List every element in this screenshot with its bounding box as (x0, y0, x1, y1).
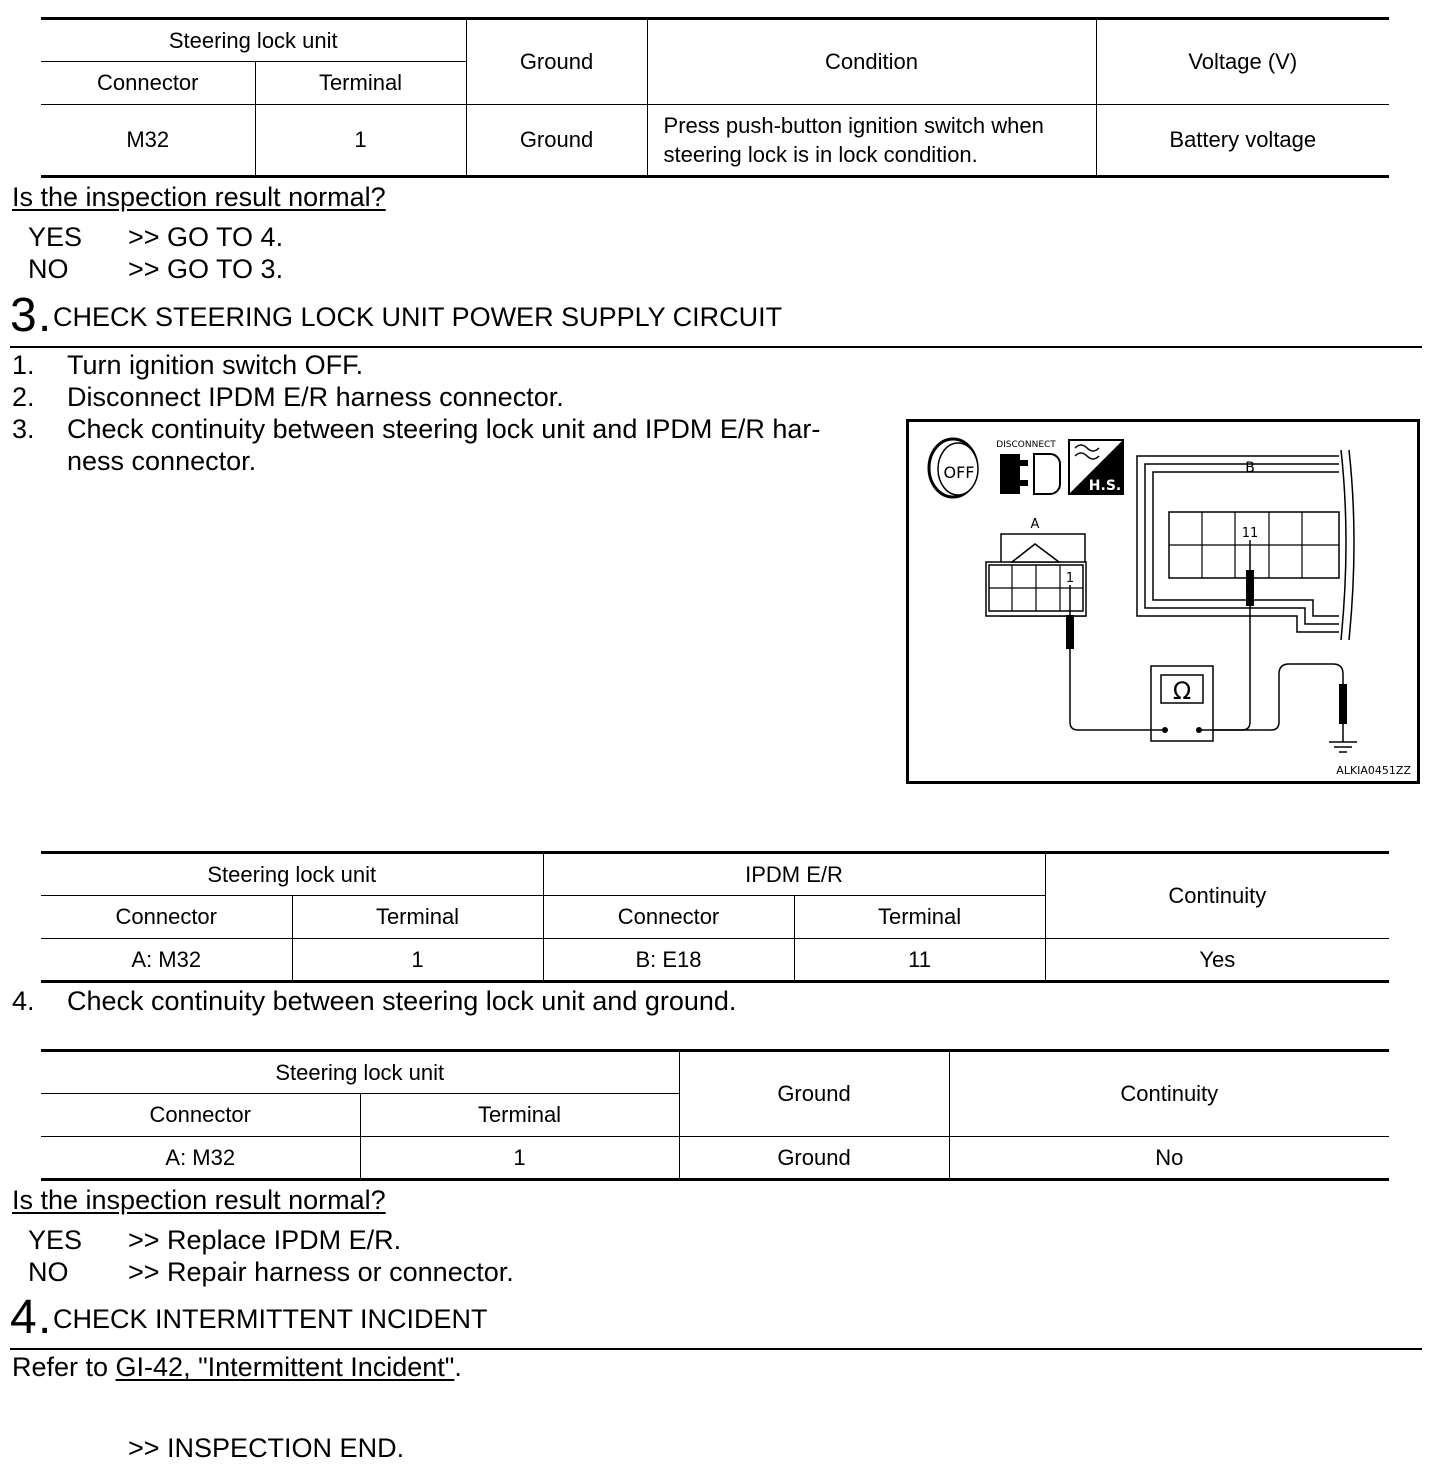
table1-header-voltage: Voltage (V) (1096, 19, 1389, 105)
table3-group-steering: Steering lock unit (41, 1051, 679, 1094)
ignition-off-icon (929, 439, 978, 497)
condition-line-2: steering lock is in lock condition. (663, 142, 978, 167)
answer-key: NO (28, 254, 69, 284)
answer-yes-2 (28, 1225, 628, 1257)
table2-group-steering: Steering lock unit (41, 853, 543, 896)
inspection-question-2: Is the inspection result normal? (12, 1185, 386, 1215)
table3-cell: Ground (679, 1137, 949, 1180)
answer-no-2 (28, 1257, 628, 1289)
step-number: 3 (10, 289, 37, 342)
gi-42-link[interactable]: GI-42, "Intermittent Incident" (115, 1352, 455, 1382)
inspection-end: >> INSPECTION END. (128, 1433, 405, 1463)
table3-header-continuity: Continuity (949, 1051, 1389, 1137)
answer-action: >> Replace IPDM E/R. (128, 1225, 402, 1255)
table1-header-terminal: Terminal (255, 62, 466, 105)
table1-group-header: Steering lock unit (41, 19, 466, 62)
table1-cell-voltage: Battery voltage (1096, 105, 1389, 177)
table3-cell: A: M32 (41, 1137, 360, 1180)
answer-key: YES (28, 1225, 83, 1255)
table3-header-ground: Ground (679, 1051, 949, 1137)
table3-header-terminal: Terminal (360, 1094, 679, 1137)
step-4-header: 4 . CHECK INTERMITTENT INCIDENT (10, 1300, 1422, 1350)
table2-header-terminal: Terminal (292, 896, 543, 939)
table2-header-connector: Connector (41, 896, 292, 939)
table2-cell: B: E18 (543, 939, 794, 982)
connector-b (1137, 450, 1354, 640)
connector-a (986, 517, 1086, 616)
svg-text:11: 11 (1241, 526, 1259, 541)
table2-cell: Yes (1045, 939, 1389, 982)
svg-text:A: A (1030, 517, 1040, 532)
table2-group-ipdm: IPDM E/R (543, 853, 1045, 896)
table1-cell-ground: Ground (466, 105, 647, 177)
answer-key: NO (28, 1257, 69, 1287)
table1-header-ground: Ground (466, 19, 647, 105)
condition-line-1: Press push-button ignition switch when (663, 113, 1044, 138)
svg-text:B: B (1245, 460, 1255, 476)
voltage-check-table (41, 17, 1389, 178)
table2-cell: A: M32 (41, 939, 292, 982)
table3-cell: No (949, 1137, 1389, 1180)
answer-link[interactable]: >> GO TO 4. (128, 222, 284, 252)
svg-text:1: 1 (1065, 571, 1075, 586)
table1-header-condition: Condition (647, 19, 1096, 105)
continuity-table-ground (41, 1049, 1389, 1181)
table2-header-connector: Connector (543, 896, 794, 939)
table1-header-connector: Connector (41, 62, 255, 105)
harness-sign-icon (1069, 440, 1123, 494)
table1-cell-connector: M32 (41, 105, 255, 177)
step-title: CHECK STEERING LOCK UNIT POWER SUPPLY CIRCUIT (53, 302, 783, 332)
table1-cell-terminal: 1 (255, 105, 466, 177)
table2-cell: 1 (292, 939, 543, 982)
step-title: CHECK INTERMITTENT INCIDENT (53, 1304, 488, 1334)
continuity-table-ipdm (41, 851, 1389, 983)
continuity-check-diagram (906, 419, 1420, 784)
answer-no-1 (28, 254, 428, 286)
svg-text:Ω: Ω (1172, 677, 1192, 705)
inspection-question-1: Is the inspection result normal? (12, 182, 386, 212)
table3-cell: 1 (360, 1137, 679, 1180)
disconnect-icon (996, 440, 1060, 494)
table1-cell-condition (647, 105, 1096, 177)
diagram-code: ALKIA0451ZZ (1336, 764, 1411, 777)
step-number: 4 (10, 1291, 37, 1344)
answer-key: YES (28, 222, 83, 252)
table2-cell: 11 (794, 939, 1045, 982)
table2-header-continuity: Continuity (1045, 853, 1389, 939)
svg-text:H.S.: H.S. (1088, 478, 1122, 494)
svg-text:DISCONNECT: DISCONNECT (996, 440, 1056, 450)
answer-yes-1 (28, 222, 428, 254)
table3-header-connector: Connector (41, 1094, 360, 1137)
table2-header-terminal: Terminal (794, 896, 1045, 939)
answer-link[interactable]: >> GO TO 3. (128, 254, 284, 284)
ground-symbol (1329, 742, 1357, 752)
refer-text: Refer to GI-42, "Intermittent Incident". (12, 1352, 462, 1382)
svg-text:OFF: OFF (943, 463, 975, 482)
step-3-header: 3 . CHECK STEERING LOCK UNIT POWER SUPPLY CIRCUIT (10, 298, 1422, 348)
answer-action: >> Repair harness or connector. (128, 1257, 514, 1287)
